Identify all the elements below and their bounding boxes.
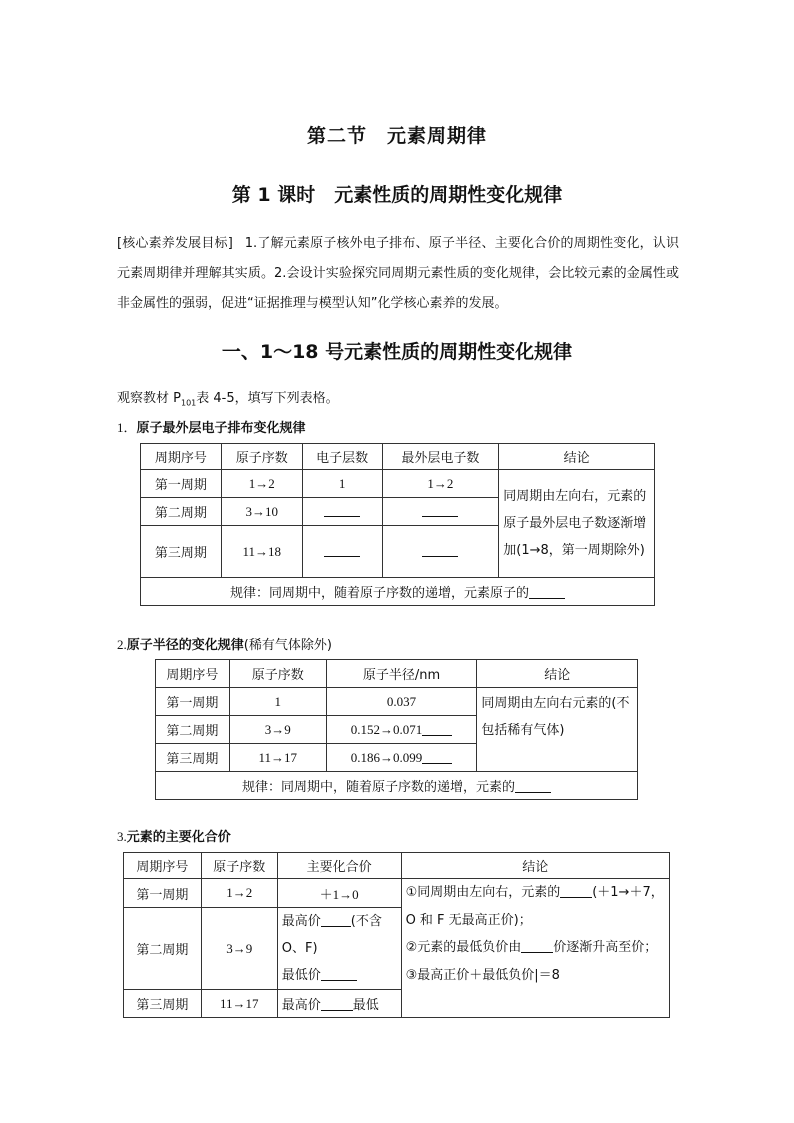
lesson-title: 第 1 课时 元素性质的周期性变化规律 bbox=[231, 184, 563, 206]
atomic-radius-table bbox=[155, 659, 638, 800]
valence-table bbox=[123, 852, 670, 1018]
table-row: 第二周期 3→9 0.152→0.071 bbox=[156, 716, 638, 744]
table-row: 第一周期 1→2 ＋1→0 ①同周期由左向右，元素的 (＋1→＋7，O 和 F 无最高正价)； ②元素的最低负价由 价逐渐升高至价； ③最高正价＋最低负价|＝8 bbox=[124, 879, 670, 908]
conclusion-cell: 同周期由左向右元素的(不包括稀有气体) bbox=[477, 688, 638, 772]
answer-blank[interactable] bbox=[422, 751, 452, 764]
answer-blank[interactable] bbox=[521, 940, 553, 953]
table-header-row: 周期序号 原子序数 原子半径/nm 结论 bbox=[156, 660, 638, 688]
objectives-label: [核心素养发展目标] bbox=[117, 236, 233, 251]
answer-blank[interactable] bbox=[422, 723, 452, 736]
answer-blank[interactable] bbox=[529, 586, 565, 599]
table-row: 第一周期 1→2 1 1→2 同周期由左向右，元素的原子最外层电子数逐渐增加(1→8，第一周期除外) bbox=[141, 470, 655, 498]
answer-blank[interactable] bbox=[382, 526, 499, 578]
rule-row: 规律：同周期中，随着原子序数的递增，元素原子的 bbox=[141, 578, 655, 606]
table-row: 第三周期 11→18 bbox=[141, 526, 655, 578]
answer-blank[interactable] bbox=[321, 968, 357, 981]
answer-blank[interactable] bbox=[515, 780, 551, 793]
table-row: 第三周期 11→17 最高价 最低 bbox=[124, 990, 670, 1018]
answer-blank[interactable] bbox=[560, 885, 592, 898]
answer-blank[interactable] bbox=[321, 914, 351, 927]
table-row: 第二周期 3→10 bbox=[141, 498, 655, 526]
rule-row: 规律：同周期中，随着原子序数的递增，元素的 bbox=[156, 772, 638, 800]
answer-blank[interactable] bbox=[302, 498, 382, 526]
objectives-text: 1.了解元素原子核外电子排布、原子半径、主要化合价的周期性变化，认识元素周期律并理解其实质。2.会设计实验探究同周期元素性质的变化规律，会比较元素的金属性或非金属性的强弱，促进“证据推理与模型认知”化学核心素养的发展。 bbox=[117, 236, 679, 311]
table-row: 第一周期 1 0.037 同周期由左向右元素的(不包括稀有气体) bbox=[156, 688, 638, 716]
answer-blank[interactable] bbox=[321, 998, 353, 1011]
learning-objectives bbox=[117, 229, 679, 319]
electron-arrangement-table bbox=[140, 443, 655, 606]
section-title: 第二节 元素周期律 bbox=[306, 125, 487, 147]
answer-blank[interactable] bbox=[302, 526, 382, 578]
table-row: 第二周期 3→9 最高价 (不含 O、F) 最低价 bbox=[124, 908, 670, 990]
table3-heading: 3.元素的主要化合价 bbox=[117, 829, 231, 845]
answer-blank[interactable] bbox=[382, 498, 499, 526]
table-header-row: 周期序号 原子序数 电子层数 最外层电子数 结论 bbox=[141, 444, 655, 470]
table-row: 第三周期 11→17 0.186→0.099 bbox=[156, 744, 638, 772]
table2-heading: 2.原子半径的变化规律(稀有气体除外) bbox=[117, 637, 332, 653]
table1-heading: 1．原子最外层电子排布变化规律 bbox=[117, 420, 306, 436]
section-heading-1: 一、1～18 号元素性质的周期性变化规律 bbox=[221, 341, 573, 363]
table-header-row: 周期序号 原子序数 主要化合价 结论 bbox=[124, 853, 670, 879]
conclusion-cell: ①同周期由左向右，元素的 (＋1→＋7，O 和 F 无最高正价)； ②元素的最低负价由 价逐渐升高至价； ③最高正价＋最低负价|＝8 bbox=[401, 879, 669, 1018]
conclusion-cell: 同周期由左向右，元素的原子最外层电子数逐渐增加(1→8，第一周期除外) bbox=[499, 470, 655, 578]
textbook-note: 观察教材 $P_{101}$表 4-5，填写下列表格。 bbox=[117, 391, 339, 408]
